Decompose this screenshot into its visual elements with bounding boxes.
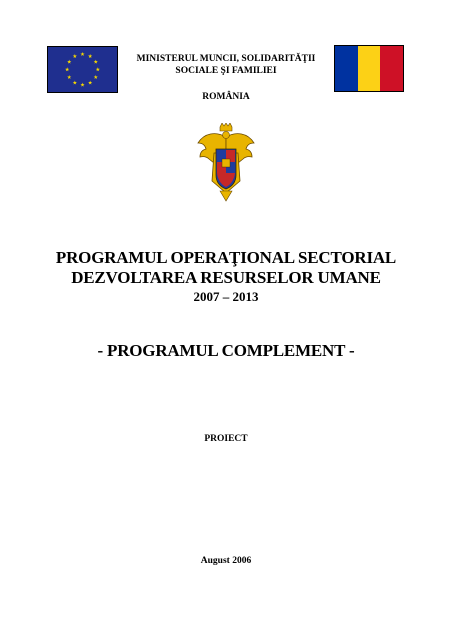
eu-flag: [47, 46, 118, 93]
eu-star-icon: [67, 60, 71, 64]
country-name: ROMÂNIA: [202, 92, 250, 102]
document-date: August 2006: [200, 556, 252, 566]
program-subtitle: - PROGRAMUL COMPLEMENT -: [97, 341, 355, 360]
document-status: PROIECT: [204, 434, 248, 444]
coat-of-arms-icon: [196, 123, 256, 203]
eu-star-icon: [67, 75, 71, 79]
program-title-line-2: DEZVOLTAREA RESURSELOR UMANE: [71, 268, 381, 287]
program-title: [0, 248, 452, 288]
program-title-line-1: PROGRAMUL OPERAŢIONAL SECTORIAL: [55, 248, 397, 267]
eu-star-icon: [73, 54, 77, 58]
eu-star-icon: [94, 60, 98, 64]
flag-stripe-yellow: [358, 46, 381, 91]
program-period: 2007 – 2013: [193, 289, 259, 304]
eu-star-icon: [88, 54, 92, 58]
eu-star-icon: [65, 67, 69, 71]
eu-stars-icon: [48, 47, 117, 92]
eu-star-icon: [88, 81, 92, 85]
ministry-name: [118, 53, 334, 77]
ministry-line-1: MINISTERUL MUNCII, SOLIDARITĂŢII: [136, 54, 316, 64]
eu-star-icon: [80, 52, 84, 56]
eu-star-icon: [96, 67, 100, 71]
ministry-line-2: SOCIALE ŞI FAMILIEI: [175, 66, 277, 76]
eu-star-icon: [94, 75, 98, 79]
eu-star-icon: [73, 81, 77, 85]
romania-flag: [334, 45, 404, 92]
flag-stripe-blue: [335, 46, 358, 91]
eu-star-icon: [80, 83, 84, 87]
flag-stripe-red: [380, 46, 403, 91]
